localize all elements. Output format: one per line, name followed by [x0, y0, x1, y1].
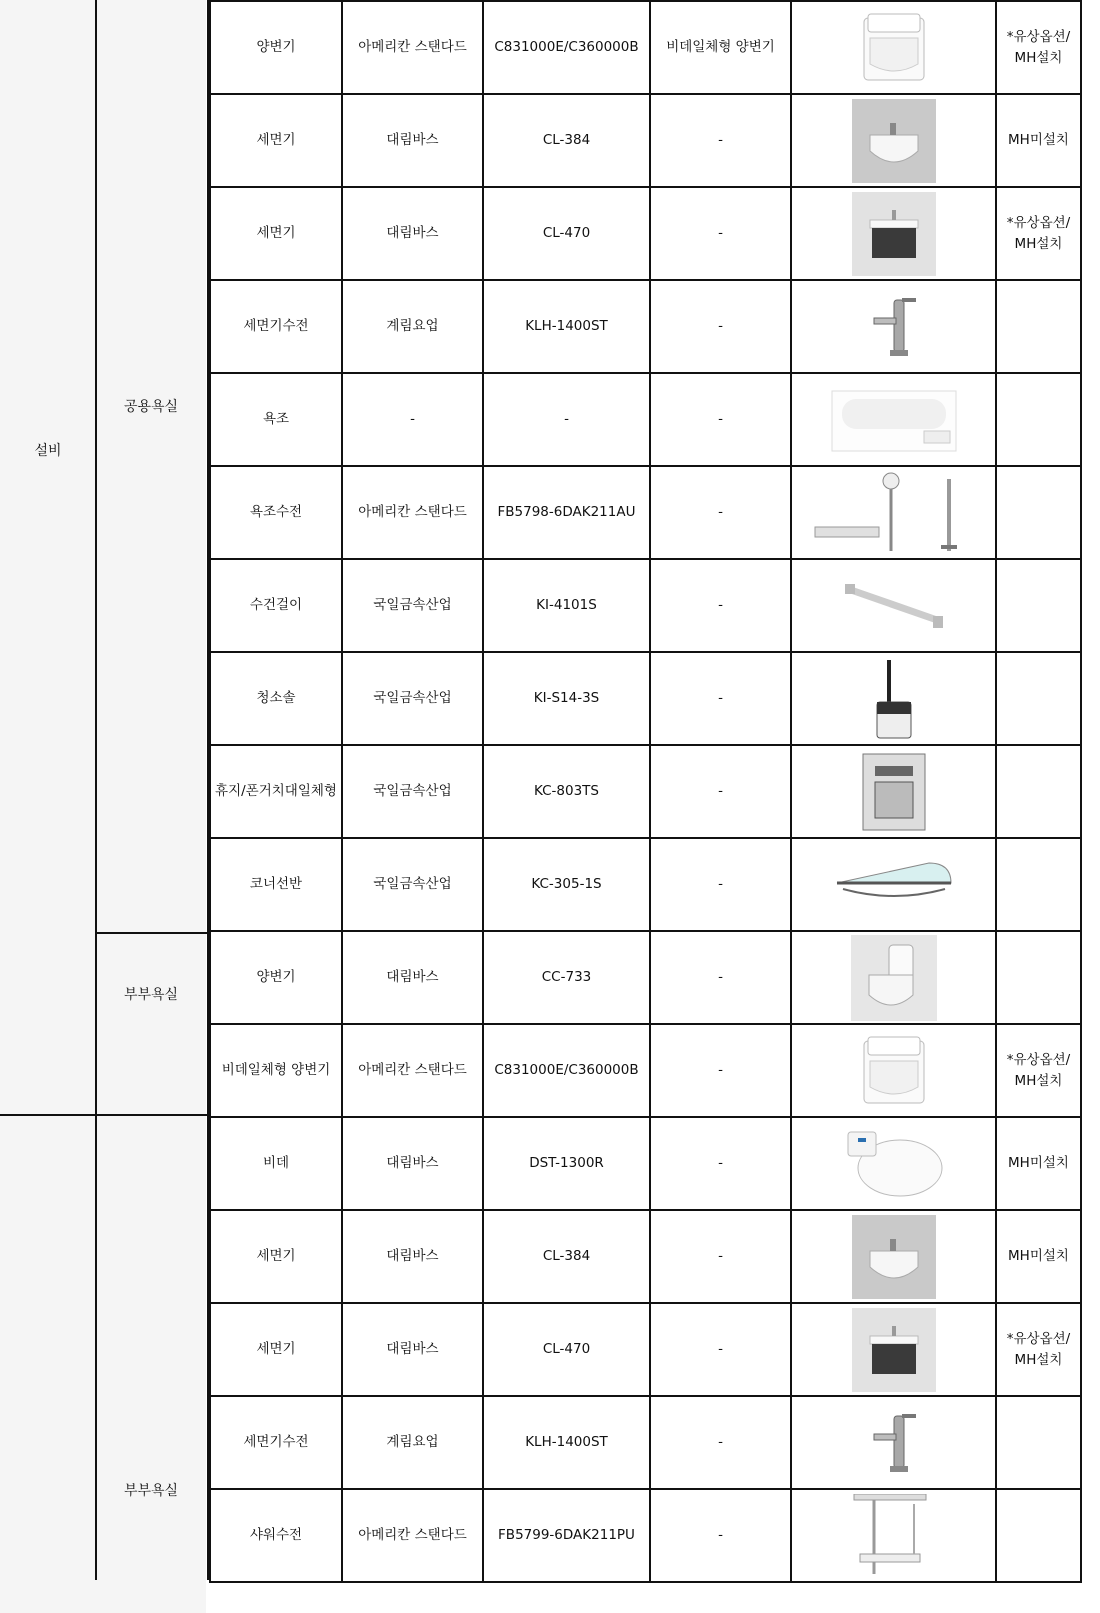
toilet-onepiece-icon [794, 935, 993, 1021]
item-name-cell: 욕조수전 [210, 466, 342, 559]
wall-basin-icon [794, 99, 993, 183]
item-name-cell: 양변기 [210, 931, 342, 1024]
option-note-cell [996, 1210, 1081, 1303]
option-note-cell [996, 280, 1081, 373]
model-number-cell: KC-305-1S [483, 838, 650, 931]
product-image-cell [791, 187, 996, 280]
table-row [210, 1, 1081, 94]
item-name-cell: 세면기수전 [210, 1396, 342, 1489]
product-image-cell [791, 466, 996, 559]
remark-cell: - [650, 559, 791, 652]
shower-set-icon [794, 1494, 993, 1578]
brand-cell: 국일금속산업 [342, 745, 483, 838]
model-number-cell: FB5798-6DAK211AU [483, 466, 650, 559]
table-row [210, 652, 1081, 745]
brand-cell: 대림바스 [342, 187, 483, 280]
brand-cell: 국일금속산업 [342, 559, 483, 652]
model-number-cell: KLH-1400ST [483, 280, 650, 373]
product-image-cell [791, 838, 996, 931]
brand-cell: 아메리칸 스탠다드 [342, 1, 483, 94]
basin-cabinet-icon [794, 192, 993, 276]
table-row [210, 373, 1081, 466]
option-note-text: *유상옵션/ MH설치 [1006, 214, 1071, 252]
remark-cell: - [650, 745, 791, 838]
item-name-cell: 샤워수전 [210, 1489, 342, 1582]
item-name-cell: 세면기수전 [210, 280, 342, 373]
table-row [210, 1210, 1081, 1303]
corner-shelf-icon [794, 857, 993, 913]
group-label-master-bath-1: 부부욕실 [123, 987, 179, 1003]
option-note-cell [996, 1303, 1081, 1396]
option-note-cell [996, 838, 1081, 931]
category-column [0, 0, 96, 1613]
table-row [210, 1303, 1081, 1396]
brand-cell: 대림바스 [342, 1210, 483, 1303]
model-number-cell: C831000E/C360000B [483, 1024, 650, 1117]
model-number-cell: KC-803TS [483, 745, 650, 838]
option-note-cell [996, 1117, 1081, 1210]
model-number-cell: FB5799-6DAK211PU [483, 1489, 650, 1582]
product-image-cell [791, 1, 996, 94]
product-image-cell [791, 373, 996, 466]
remark-cell: 비데일체형 양변기 [650, 1, 791, 94]
remark-cell: - [650, 1210, 791, 1303]
model-number-cell: DST-1300R [483, 1117, 650, 1210]
product-image-cell [791, 931, 996, 1024]
item-name-cell: 양변기 [210, 1, 342, 94]
option-note-cell [996, 559, 1081, 652]
model-number-cell: CL-384 [483, 94, 650, 187]
item-name-cell: 세면기 [210, 94, 342, 187]
option-note-cell [996, 373, 1081, 466]
brand-cell: 국일금속산업 [342, 838, 483, 931]
product-image-cell [791, 1024, 996, 1117]
remark-cell: - [650, 1396, 791, 1489]
model-number-cell: KI-4101S [483, 559, 650, 652]
product-image-cell [791, 1117, 996, 1210]
wall-basin-icon [794, 1215, 993, 1299]
item-name-cell: 세면기 [210, 1303, 342, 1396]
group-label-common-bath: 공용욕실 [123, 399, 179, 415]
category-label-equipment: 설비 [34, 443, 62, 459]
product-image-cell [791, 280, 996, 373]
remark-cell: - [650, 652, 791, 745]
option-note-cell [996, 94, 1081, 187]
brand-cell: 대림바스 [342, 94, 483, 187]
item-name-cell: 욕조 [210, 373, 342, 466]
option-note-cell [996, 1, 1081, 94]
paper-holder-icon [794, 752, 993, 832]
option-note-text: MH미설치 [1008, 1248, 1069, 1265]
brand-cell: 대림바스 [342, 1117, 483, 1210]
option-note-text: MH미설치 [1008, 1155, 1069, 1172]
option-note-cell [996, 931, 1081, 1024]
group-label-master-bath-2: 부부욕실 [123, 1483, 179, 1499]
basin-cabinet-icon [794, 1308, 993, 1392]
faucet-icon [794, 292, 993, 362]
toilet-square-icon [794, 1031, 993, 1111]
option-note-cell [996, 652, 1081, 745]
option-note-text: *유상옵션/ MH설치 [1006, 1330, 1071, 1368]
option-note-cell [996, 1024, 1081, 1117]
table-row [210, 466, 1081, 559]
remark-cell: - [650, 1024, 791, 1117]
divider [0, 1114, 209, 1116]
brand-cell: - [342, 373, 483, 466]
remark-cell: - [650, 466, 791, 559]
option-note-text: *유상옵션/ MH설치 [1006, 28, 1071, 66]
item-name-cell: 세면기 [210, 1210, 342, 1303]
table-row [210, 745, 1081, 838]
model-number-cell: - [483, 373, 650, 466]
remark-cell: - [650, 931, 791, 1024]
table-row [210, 931, 1081, 1024]
item-name-cell: 청소솔 [210, 652, 342, 745]
brand-cell: 계림요업 [342, 1396, 483, 1489]
model-number-cell: CC-733 [483, 931, 650, 1024]
item-name-cell: 휴지/폰거치대일체형 [210, 745, 342, 838]
model-number-cell: C831000E/C360000B [483, 1, 650, 94]
bidet-seat-icon [794, 1124, 993, 1204]
towel-bar-icon [794, 576, 993, 636]
option-note-cell [996, 1396, 1081, 1489]
table-row [210, 559, 1081, 652]
item-name-cell: 세면기 [210, 187, 342, 280]
table-row [210, 280, 1081, 373]
remark-cell: - [650, 1489, 791, 1582]
fixtures-table [209, 0, 1082, 1583]
brand-cell: 아메리칸 스탠다드 [342, 1024, 483, 1117]
item-name-cell: 비데일체형 양변기 [210, 1024, 342, 1117]
item-name-cell: 수건걸이 [210, 559, 342, 652]
product-image-cell [791, 1489, 996, 1582]
remark-cell: - [650, 187, 791, 280]
model-number-cell: CL-470 [483, 187, 650, 280]
table-row [210, 1396, 1081, 1489]
bath-faucet-set-icon [794, 471, 993, 555]
table-row [210, 1024, 1081, 1117]
brand-cell: 계림요업 [342, 280, 483, 373]
option-note-cell [996, 187, 1081, 280]
table-row [210, 1117, 1081, 1210]
toilet-square-icon [794, 8, 993, 88]
table-row [210, 838, 1081, 931]
remark-cell: - [650, 373, 791, 466]
brand-cell: 국일금속산업 [342, 652, 483, 745]
remark-cell: - [650, 280, 791, 373]
remark-cell: - [650, 1303, 791, 1396]
remark-cell: - [650, 838, 791, 931]
product-image-cell [791, 652, 996, 745]
model-number-cell: CL-384 [483, 1210, 650, 1303]
model-number-cell: KLH-1400ST [483, 1396, 650, 1489]
product-image-cell [791, 94, 996, 187]
brand-cell: 대림바스 [342, 1303, 483, 1396]
divider [95, 0, 97, 1580]
toilet-brush-icon [794, 656, 993, 742]
product-image-cell [791, 745, 996, 838]
item-name-cell: 비데 [210, 1117, 342, 1210]
product-image-cell [791, 1210, 996, 1303]
table-row [210, 94, 1081, 187]
table-row [210, 187, 1081, 280]
group-column [96, 0, 206, 1613]
remark-cell: - [650, 94, 791, 187]
model-number-cell: CL-470 [483, 1303, 650, 1396]
brand-cell: 아메리칸 스탠다드 [342, 1489, 483, 1582]
product-image-cell [791, 1396, 996, 1489]
brand-cell: 대림바스 [342, 931, 483, 1024]
faucet-icon [794, 1408, 993, 1478]
product-image-cell [791, 1303, 996, 1396]
table-row [210, 1489, 1081, 1582]
option-note-cell [996, 745, 1081, 838]
remark-cell: - [650, 1117, 791, 1210]
item-name-cell: 코너선반 [210, 838, 342, 931]
option-note-text: MH미설치 [1008, 132, 1069, 149]
product-image-cell [791, 559, 996, 652]
option-note-cell [996, 1489, 1081, 1582]
bathtub-icon [794, 381, 993, 459]
brand-cell: 아메리칸 스탠다드 [342, 466, 483, 559]
divider [96, 932, 209, 934]
model-number-cell: KI-S14-3S [483, 652, 650, 745]
option-note-cell [996, 466, 1081, 559]
option-note-text: *유상옵션/ MH설치 [1006, 1051, 1071, 1089]
